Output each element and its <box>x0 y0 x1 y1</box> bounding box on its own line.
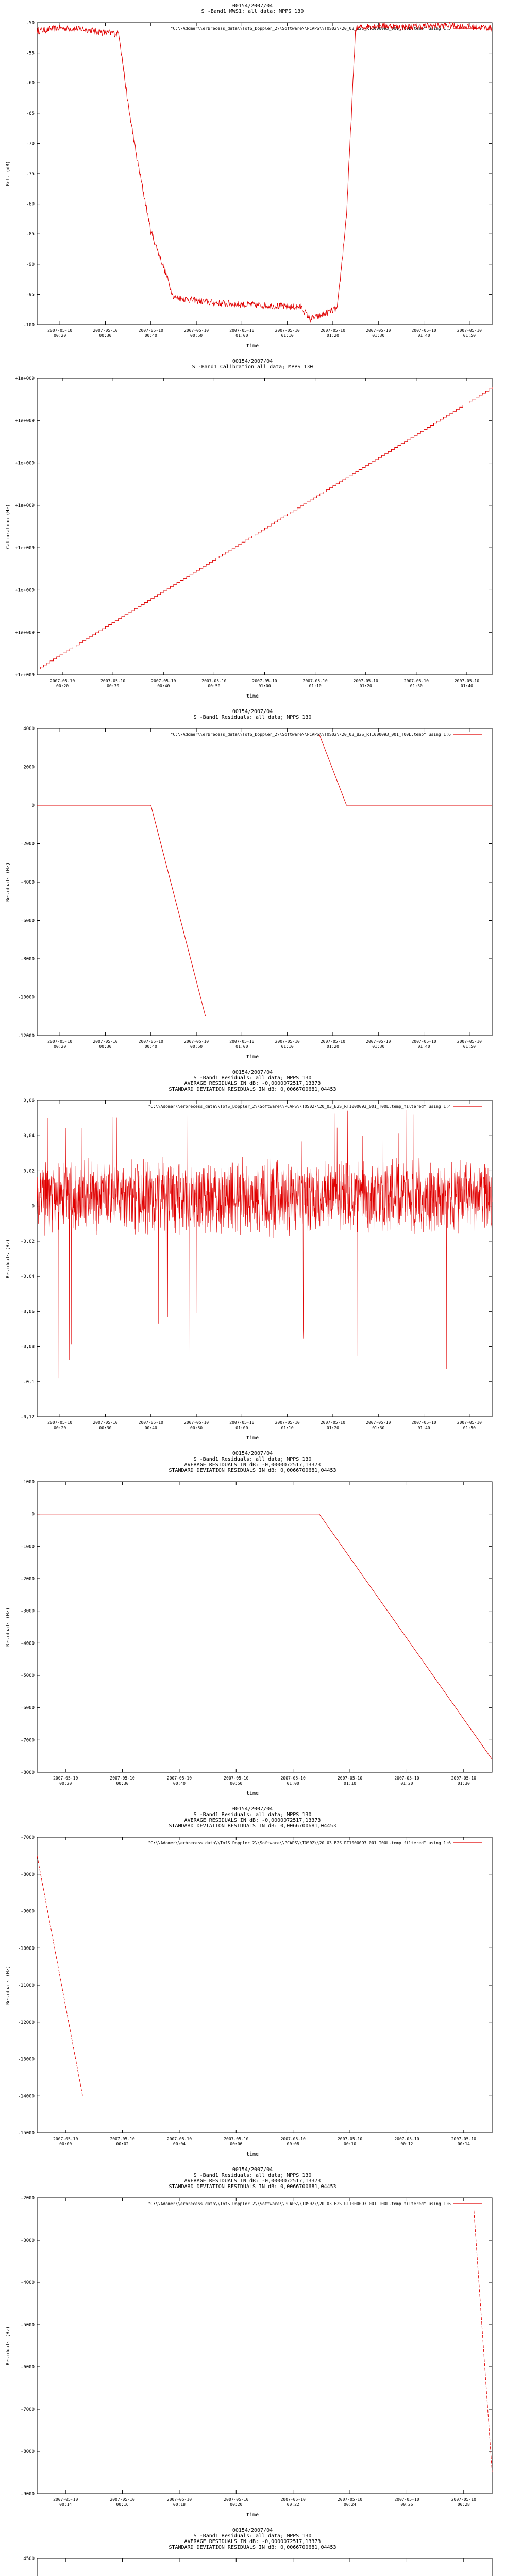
x-tick-label-date: 2007-05-10 <box>110 2497 135 2502</box>
x-tick-label-date: 2007-05-10 <box>151 679 176 683</box>
chart-title-line: STANDARD DEVIATION RESIDUALS IN dB: 0,0066700681,04453 <box>169 1823 336 1829</box>
x-tick-label-time: 01:00 <box>235 1044 248 1049</box>
x-tick-label-time: 00:28 <box>457 2502 470 2507</box>
x-tick-label-time: 01:50 <box>463 1044 476 1049</box>
y-tick-label: -60 <box>26 81 35 87</box>
x-axis-label: time <box>246 1054 259 1060</box>
x-tick-label-time: 00:30 <box>99 1426 112 1430</box>
x-tick-label-date: 2007-05-10 <box>183 1039 209 1044</box>
y-tick-label: -7000 <box>20 2407 35 2412</box>
y-tick-label: -12000 <box>18 1033 35 1039</box>
x-tick-label-date: 2007-05-10 <box>93 1039 118 1044</box>
chart-svg <box>0 2164 505 2524</box>
x-tick-label-time: 00:30 <box>107 684 120 688</box>
series-segment <box>37 1514 492 1759</box>
y-tick-label: -5000 <box>20 1673 35 1679</box>
x-tick-label-time: 01:20 <box>326 333 339 338</box>
x-tick-label-date: 2007-05-10 <box>451 2137 476 2141</box>
y-tick-label: -1000 <box>20 1544 35 1550</box>
y-tick-label: 0,04 <box>23 1133 35 1139</box>
x-tick-label-time: 00:14 <box>457 2142 470 2146</box>
y-tick-label: -12000 <box>18 2020 35 2025</box>
x-tick-label-time: 01:00 <box>258 684 271 688</box>
y-tick-label: -0,12 <box>20 1415 35 1420</box>
y-tick-label: -8000 <box>20 1872 35 1877</box>
legend-label: "C:\\Adomer\\erbrecess_data\\TofS_Doppler_2\\Software\\PCAPS\\TOS02\\20_03_B2S_RT1000093_001_T00L.temp_filtered" using 1:6 <box>148 1841 451 1845</box>
y-tick-label: -3000 <box>20 1608 35 1614</box>
series-segment <box>319 734 493 805</box>
x-tick-label-date: 2007-05-10 <box>337 1776 363 1781</box>
x-axis-label: time <box>246 2512 259 2518</box>
x-tick-label-time: 00:20 <box>59 1781 72 1786</box>
x-tick-label-time: 00:24 <box>344 2502 357 2507</box>
y-tick-label: -4000 <box>20 880 35 885</box>
chart-svg <box>0 706 505 1066</box>
x-tick-label-time: 01:50 <box>463 1426 476 1430</box>
x-tick-label-date: 2007-05-10 <box>411 1039 436 1044</box>
x-tick-label-time: 00:40 <box>173 1781 186 1786</box>
x-tick-label-date: 2007-05-10 <box>394 2137 419 2141</box>
x-tick-label-date: 2007-05-10 <box>49 679 75 683</box>
y-tick-label: 0,06 <box>23 1098 35 1104</box>
y-tick-label: -95 <box>26 292 35 298</box>
y-tick-label: 1000 <box>23 1480 35 1485</box>
chart-title-line: 00154/2007/04 <box>232 2528 273 2533</box>
x-tick-label-date: 2007-05-10 <box>183 1420 209 1425</box>
y-tick-label: -8000 <box>20 2449 35 2454</box>
chart-title-line: S -Band1 Residuals: all data; MPPS 130 <box>193 715 312 720</box>
y-axis-label: Rel. (dB) <box>6 161 11 187</box>
chart-title-line: 00154/2007/04 <box>232 359 273 364</box>
x-tick-label-date: 2007-05-10 <box>320 1039 346 1044</box>
y-tick-label: -0,06 <box>20 1309 35 1315</box>
x-tick-label-date: 2007-05-10 <box>280 1776 306 1781</box>
legend-label: "C:\\Adomer\\erbrecess_data\\TofS_Doppler_2\\Software\\PCAPS\\TOS02\\20_03_B2S_RT1000093_001_T00L.temp" using 1:6 <box>170 732 451 737</box>
y-tick-label: -8000 <box>20 957 35 962</box>
x-tick-label-date: 2007-05-10 <box>403 679 429 683</box>
y-tick-label: -10000 <box>18 1946 35 1952</box>
y-tick-label: -15000 <box>18 2131 35 2136</box>
x-tick-label-time: 00:50 <box>190 333 203 338</box>
x-tick-label-date: 2007-05-10 <box>100 679 126 683</box>
x-tick-label-time: 00:50 <box>230 1781 243 1786</box>
x-tick-label-time: 00:20 <box>230 2502 243 2507</box>
x-tick-label-time: 00:50 <box>190 1426 203 1430</box>
chart-panel-7 <box>0 2164 505 2524</box>
y-tick-label: 0 <box>31 1512 35 1517</box>
chart-title-line: 00154/2007/04 <box>232 3 273 9</box>
series-group <box>37 23 492 322</box>
x-tick-label-date: 2007-05-10 <box>302 679 328 683</box>
y-tick-label: -4000 <box>20 1641 35 1647</box>
x-tick-label-date: 2007-05-10 <box>353 679 378 683</box>
y-tick-label: 2000 <box>23 765 35 770</box>
x-tick-label-date: 2007-05-10 <box>166 2137 192 2141</box>
y-axis-label: Residuals (Hz) <box>6 1607 11 1647</box>
x-tick-label-time: 01:30 <box>372 333 385 338</box>
x-tick-label-date: 2007-05-10 <box>366 1420 391 1425</box>
x-tick-label-date: 2007-05-10 <box>320 1420 346 1425</box>
x-tick-label-time: 01:40 <box>460 684 473 688</box>
chart-svg <box>0 1803 505 2164</box>
x-tick-label-date: 2007-05-10 <box>224 1776 249 1781</box>
x-tick-label-date: 2007-05-10 <box>47 1420 73 1425</box>
y-tick-label: -0,08 <box>20 1344 35 1350</box>
chart-title-line: S -Band1 Residuals: all data; MPPS 130 <box>193 1812 312 1818</box>
x-tick-label-date: 2007-05-10 <box>110 1776 135 1781</box>
y-tick-label: -5000 <box>20 2323 35 2328</box>
series-group <box>37 1514 492 1759</box>
x-tick-label-time: 01:50 <box>463 333 476 338</box>
chart-panel-3 <box>0 706 505 1066</box>
chart-svg <box>0 2524 505 2576</box>
x-axis-label: time <box>246 1435 259 1441</box>
chart-svg <box>0 355 505 706</box>
series-group <box>474 2211 492 2472</box>
x-tick-label-time: 00:22 <box>287 2502 299 2507</box>
y-axis-label: Residuals (Hz) <box>6 2326 11 2365</box>
x-tick-label-time: 00:06 <box>230 2142 243 2146</box>
x-tick-label-date: 2007-05-10 <box>457 1039 482 1044</box>
x-tick-label-date: 2007-05-10 <box>224 2137 249 2141</box>
x-tick-label-time: 01:40 <box>417 1044 430 1049</box>
x-tick-label-date: 2007-05-10 <box>110 2137 135 2141</box>
y-tick-label: -85 <box>26 232 35 238</box>
x-tick-label-date: 2007-05-10 <box>138 1420 163 1425</box>
x-axis-label: time <box>246 1791 259 1797</box>
y-axis-label: Residuals (Hz) <box>6 1239 11 1278</box>
y-tick-label: -10000 <box>18 995 35 1001</box>
x-tick-label-date: 2007-05-10 <box>166 2497 192 2502</box>
x-tick-label-time: 00:00 <box>59 2142 72 2146</box>
x-tick-label-date: 2007-05-10 <box>166 1776 192 1781</box>
chart-title-line: AVERAGE RESIDUALS IN dB: -0,0000072517,13373 <box>184 1081 321 1087</box>
x-tick-label-date: 2007-05-10 <box>280 2497 306 2502</box>
x-tick-label-time: 00:08 <box>287 2142 299 2146</box>
x-tick-label-time: 01:30 <box>410 684 423 688</box>
x-tick-label-date: 2007-05-10 <box>138 1039 163 1044</box>
y-tick-label: 4500 <box>23 2556 35 2562</box>
y-tick-label: -6000 <box>20 918 35 924</box>
y-tick-label: -2000 <box>20 1577 35 1582</box>
x-tick-label-time: 00:30 <box>99 1044 112 1049</box>
x-tick-label-date: 2007-05-10 <box>454 679 480 683</box>
chart-title-line: AVERAGE RESIDUALS IN dB: -0,0000072517,13373 <box>184 2539 321 2545</box>
y-tick-label: -3000 <box>20 2238 35 2243</box>
x-tick-label-time: 00:40 <box>144 333 157 338</box>
chart-title-line: STANDARD DEVIATION RESIDUALS IN dB: 0,0066700681,04453 <box>169 1468 336 1473</box>
chart-title-line: S -Band1 Residuals: all data; MPPS 130 <box>193 1456 312 1462</box>
chart-panel-2 <box>0 355 505 706</box>
series-line <box>37 387 492 669</box>
y-tick-label: -7000 <box>20 1738 35 1743</box>
x-tick-label-time: 00:40 <box>157 684 170 688</box>
x-tick-label-date: 2007-05-10 <box>275 328 300 333</box>
x-tick-label-date: 2007-05-10 <box>229 328 255 333</box>
plot-frame <box>37 728 492 1036</box>
x-tick-label-time: 00:20 <box>56 684 69 688</box>
plot-frame <box>37 2198 492 2494</box>
y-tick-label: -100 <box>23 323 35 328</box>
chart-svg <box>0 1448 505 1803</box>
y-tick-label: +1e+009 <box>15 461 35 466</box>
x-tick-label-time: 01:00 <box>235 333 248 338</box>
plot-frame <box>37 2558 492 2576</box>
x-axis-label: time <box>246 2151 259 2157</box>
plot-frame <box>37 1837 492 2133</box>
x-tick-label-date: 2007-05-10 <box>366 1039 391 1044</box>
chart-panel-8 <box>0 2524 505 2576</box>
x-tick-label-time: 01:10 <box>344 1781 357 1786</box>
x-tick-label-date: 2007-05-10 <box>457 328 482 333</box>
x-tick-label-date: 2007-05-10 <box>93 328 118 333</box>
y-tick-label: +1e+009 <box>15 376 35 381</box>
y-tick-label: +1e+009 <box>15 673 35 678</box>
x-tick-label-time: 00:30 <box>99 333 112 338</box>
chart-panel-6 <box>0 1803 505 2164</box>
x-tick-label-date: 2007-05-10 <box>275 1420 300 1425</box>
y-tick-label: +1e+009 <box>15 503 35 509</box>
x-tick-label-time: 01:10 <box>281 333 294 338</box>
plot-frame <box>37 378 492 675</box>
x-tick-label-time: 01:40 <box>417 1426 430 1430</box>
y-tick-label: +1e+009 <box>15 588 35 594</box>
x-tick-label-date: 2007-05-10 <box>53 2497 78 2502</box>
y-tick-label: -9000 <box>20 2492 35 2497</box>
chart-title-line: S -Band1 Calibration all data; MPPS 130 <box>192 364 313 370</box>
chart-title-line: S -Band1 Residuals: all data; MPPS 130 <box>193 2533 312 2539</box>
x-axis-label: time <box>246 693 259 699</box>
y-tick-label: -2000 <box>20 841 35 847</box>
chart-title-line: AVERAGE RESIDUALS IN dB: -0,0000072517,13373 <box>184 1462 321 1468</box>
x-tick-label-time: 00:26 <box>400 2502 413 2507</box>
legend-label: "C:\\Adomer\\erbrecess_data\\TofS_Doppler_2\\Software\\PCAPS\\TOS02\\20_03_B2S_RT1000093_001_T00L.temp" using 1:5 <box>170 26 451 31</box>
x-tick-label-date: 2007-05-10 <box>252 679 277 683</box>
x-tick-label-time: 01:00 <box>235 1426 248 1430</box>
x-tick-label-time: 01:40 <box>417 333 430 338</box>
y-tick-label: -70 <box>26 141 35 147</box>
x-tick-label-date: 2007-05-10 <box>451 1776 476 1781</box>
x-tick-label-date: 2007-05-10 <box>275 1039 300 1044</box>
y-tick-label: 0 <box>31 803 35 808</box>
x-tick-label-date: 2007-05-10 <box>138 328 163 333</box>
x-tick-label-date: 2007-05-10 <box>320 328 346 333</box>
x-tick-label-date: 2007-05-10 <box>394 1776 419 1781</box>
y-tick-label: -4000 <box>20 2280 35 2285</box>
chart-panel-5 <box>0 1448 505 1803</box>
x-tick-label-time: 00:30 <box>116 1781 129 1786</box>
y-axis-label: Residuals (Hz) <box>6 1965 11 2005</box>
x-tick-label-time: 01:30 <box>457 1781 470 1786</box>
chart-title-line: S -Band1 MWS1: all data; MPPS 130 <box>201 9 304 14</box>
y-tick-label: -0,1 <box>23 1379 35 1385</box>
x-tick-label-time: 01:10 <box>309 684 322 688</box>
x-tick-label-time: 00:14 <box>59 2502 72 2507</box>
y-tick-label: -2000 <box>20 2196 35 2201</box>
chart-title-line: 00154/2007/04 <box>232 709 273 715</box>
y-tick-label: 4000 <box>23 726 35 732</box>
x-tick-label-time: 01:30 <box>372 1426 385 1430</box>
x-tick-label-date: 2007-05-10 <box>47 1039 73 1044</box>
x-tick-label-time: 00:16 <box>116 2502 129 2507</box>
x-tick-label-date: 2007-05-10 <box>411 328 436 333</box>
y-tick-label: -14000 <box>18 2094 35 2099</box>
x-tick-label-time: 00:40 <box>144 1044 157 1049</box>
x-tick-label-date: 2007-05-10 <box>337 2497 363 2502</box>
chart-title-line: AVERAGE RESIDUALS IN dB: -0,0000072517,13373 <box>184 2178 321 2184</box>
x-tick-label-time: 01:00 <box>287 1781 299 1786</box>
x-tick-label-time: 00:12 <box>400 2142 413 2146</box>
chart-title-line: S -Band1 Residuals: all data; MPPS 130 <box>193 1075 312 1081</box>
plot-frame <box>37 1482 492 1772</box>
x-tick-label-time: 00:40 <box>144 1426 157 1430</box>
x-tick-label-date: 2007-05-10 <box>229 1420 255 1425</box>
x-tick-label-date: 2007-05-10 <box>47 328 73 333</box>
x-tick-label-time: 01:20 <box>400 1781 413 1786</box>
y-tick-label: -0,04 <box>20 1274 35 1280</box>
chart-title-line: AVERAGE RESIDUALS IN dB: -0,0000072517,13373 <box>184 1818 321 1823</box>
y-tick-label: -7000 <box>20 1835 35 1840</box>
x-tick-label-date: 2007-05-10 <box>411 1420 436 1425</box>
y-tick-label: -11000 <box>18 1983 35 1988</box>
y-tick-label: -13000 <box>18 2057 35 2062</box>
chart-svg <box>0 0 505 355</box>
chart-title-line: STANDARD DEVIATION RESIDUALS IN dB: 0,0066700681,04453 <box>169 2184 336 2190</box>
y-tick-label: +1e+009 <box>15 546 35 551</box>
y-tick-label: -75 <box>26 172 35 177</box>
chart-title-line: 00154/2007/04 <box>232 2167 273 2173</box>
x-tick-label-date: 2007-05-10 <box>229 1039 255 1044</box>
x-axis-label: time <box>246 343 259 349</box>
x-tick-label-date: 2007-05-10 <box>201 679 227 683</box>
x-tick-label-date: 2007-05-10 <box>366 328 391 333</box>
y-tick-label: -6000 <box>20 1705 35 1711</box>
y-tick-label: -8000 <box>20 1770 35 1775</box>
series-segment <box>37 805 206 1016</box>
x-tick-label-time: 00:18 <box>173 2502 186 2507</box>
chart-title-line: STANDARD DEVIATION RESIDUALS IN dB: 0,0066700681,04453 <box>169 1087 336 1092</box>
y-tick-label: -65 <box>26 111 35 116</box>
chart-title-line: S -Band1 Residuals: all data; MPPS 130 <box>193 2173 312 2178</box>
y-tick-label: -80 <box>26 201 35 207</box>
x-tick-label-time: 01:20 <box>359 684 372 688</box>
x-tick-label-time: 00:20 <box>54 1426 66 1430</box>
y-axis-label: Calibration (Hz) <box>6 504 11 549</box>
x-tick-label-date: 2007-05-10 <box>224 2497 249 2502</box>
x-tick-label-date: 2007-05-10 <box>93 1420 118 1425</box>
x-tick-label-time: 00:04 <box>173 2142 186 2146</box>
x-tick-label-time: 00:50 <box>208 684 221 688</box>
series-segment <box>474 2211 492 2472</box>
x-tick-label-date: 2007-05-10 <box>183 328 209 333</box>
series-group <box>37 387 492 669</box>
chart-title-line: 00154/2007/04 <box>232 1070 273 1075</box>
y-tick-label: 0,02 <box>23 1168 35 1174</box>
x-tick-label-time: 00:50 <box>190 1044 203 1049</box>
y-tick-label: -50 <box>26 21 35 26</box>
x-tick-label-date: 2007-05-10 <box>53 2137 78 2141</box>
x-tick-label-time: 00:10 <box>344 2142 357 2146</box>
x-tick-label-date: 2007-05-10 <box>451 2497 476 2502</box>
series-group <box>37 734 492 1016</box>
x-tick-label-date: 2007-05-10 <box>280 2137 306 2141</box>
chart-title-line: 00154/2007/04 <box>232 1451 273 1456</box>
x-tick-label-time: 01:20 <box>326 1426 339 1430</box>
y-tick-label: 0 <box>31 1204 35 1209</box>
y-tick-label: -6000 <box>20 2365 35 2370</box>
x-tick-label-time: 01:20 <box>326 1044 339 1049</box>
series-group <box>37 1856 82 2096</box>
chart-panel-1 <box>0 0 505 355</box>
x-tick-label-time: 00:20 <box>54 333 66 338</box>
y-tick-label: -9000 <box>20 1909 35 1914</box>
y-tick-label: +1e+009 <box>15 630 35 636</box>
plot-frame <box>37 23 492 325</box>
chart-title-line: STANDARD DEVIATION RESIDUALS IN dB: 0,0066700681,04453 <box>169 2545 336 2550</box>
x-tick-label-time: 00:20 <box>54 1044 66 1049</box>
x-tick-label-time: 00:02 <box>116 2142 129 2146</box>
x-tick-label-date: 2007-05-10 <box>53 1776 78 1781</box>
series-segment <box>37 1856 82 2096</box>
x-tick-label-date: 2007-05-10 <box>457 1420 482 1425</box>
chart-panel-4 <box>0 1066 505 1448</box>
series-group <box>37 1110 492 1378</box>
y-axis-label: Residuals (Hz) <box>6 862 11 902</box>
series-line <box>37 23 492 322</box>
legend-label: "C:\\Adomer\\erbrecess_data\\TofS_Doppler_2\\Software\\PCAPS\\TOS02\\20_03_B2S_RT1000093_001_T00L.temp_filtered" using 1:6 <box>148 2201 451 2206</box>
chart-title-line: 00154/2007/04 <box>232 1806 273 1812</box>
x-tick-label-date: 2007-05-10 <box>394 2497 419 2502</box>
plot-frame <box>37 1100 492 1417</box>
y-tick-label: +1e+009 <box>15 418 35 424</box>
y-tick-label: -55 <box>26 50 35 56</box>
series-line <box>37 1110 492 1378</box>
chart-svg <box>0 1066 505 1448</box>
y-tick-label: -0,02 <box>20 1239 35 1244</box>
y-tick-label: -90 <box>26 262 35 267</box>
legend-label: "C:\\Adomer\\erbrecess_data\\TofS_Doppler_2\\Software\\PCAPS\\TOS02\\20_03_B2S_RT1000093_001_T00L.temp_filtered" using 1:4 <box>148 1104 451 1109</box>
x-tick-label-time: 01:10 <box>281 1044 294 1049</box>
x-tick-label-time: 01:10 <box>281 1426 294 1430</box>
x-tick-label-time: 01:30 <box>372 1044 385 1049</box>
x-tick-label-date: 2007-05-10 <box>337 2137 363 2141</box>
